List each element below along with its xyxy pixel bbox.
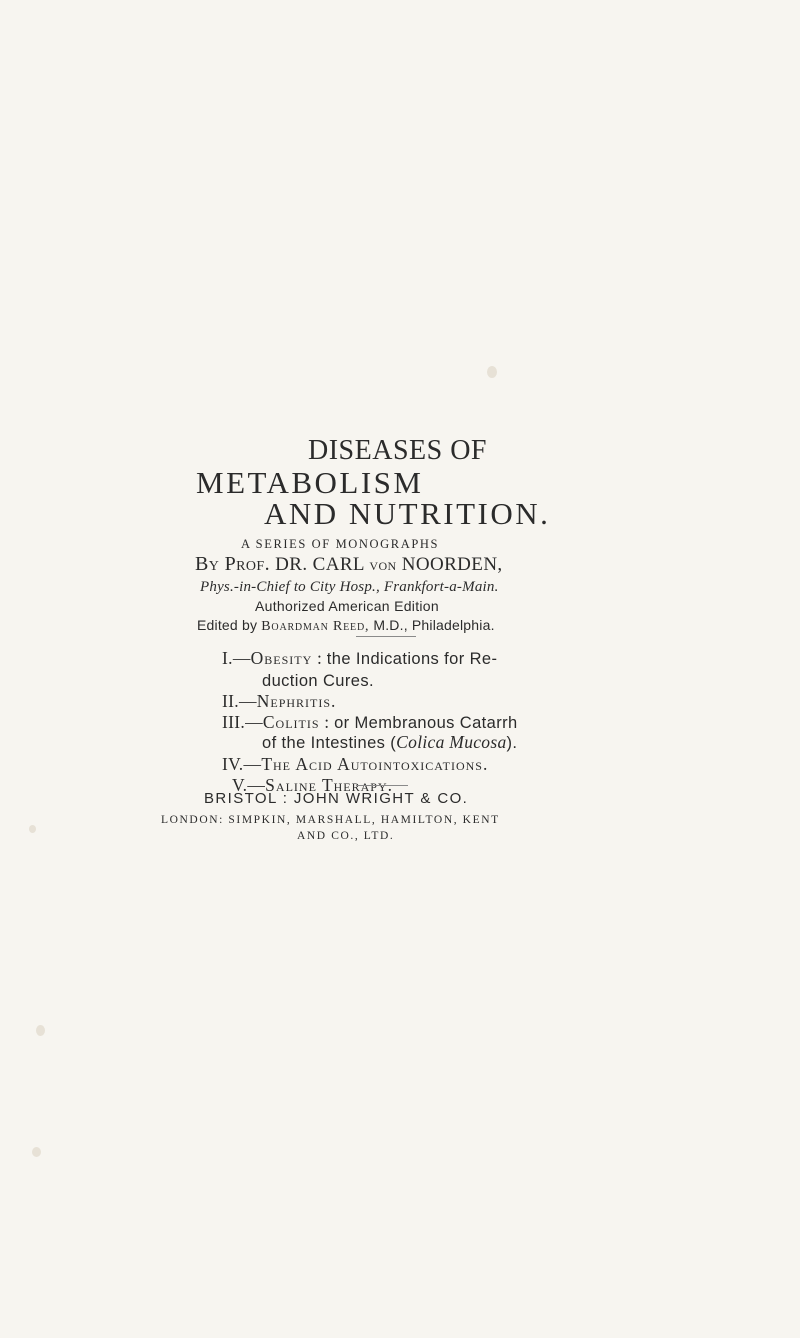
volume-number: II.: [222, 691, 239, 711]
title-line-1: DISEASES OF: [308, 435, 487, 466]
volume-number: V.: [232, 775, 248, 795]
volume-description: duction Cures.: [262, 672, 374, 690]
volume-separator: :: [319, 712, 335, 732]
paper-stain: [32, 1147, 41, 1157]
volume-item: IV.—The Acid Autointoxications.: [222, 754, 489, 774]
volume-item: V.—Saline Therapy.: [232, 775, 394, 795]
volume-item-continued: [262, 670, 374, 691]
divider-rule: [356, 636, 416, 637]
title-line-3: AND NUTRITION.: [264, 496, 551, 531]
volume-item: II.—Nephritis.: [222, 691, 337, 711]
volume-title: Obesity: [250, 648, 313, 668]
paper-stain: [29, 825, 36, 833]
editor-line: [197, 617, 495, 635]
paper-stain: [487, 366, 497, 378]
volume-number: III.: [222, 712, 246, 732]
author-name-last: NOORDEN,: [401, 554, 503, 575]
publisher-line-3: AND CO., LTD.: [297, 830, 395, 842]
volume-item-continued: [262, 732, 517, 753]
volume-number: I.: [222, 648, 233, 668]
editor-suffix: M.D., Philadelphia.: [373, 617, 495, 633]
volume-description: the Indications for Re-: [326, 650, 498, 668]
volume-number: IV.: [222, 754, 244, 774]
volume-item: III.—Colitis : or Membranous Catarrh: [222, 712, 518, 732]
publisher-line-1: BRISTOL : JOHN WRIGHT & CO.: [204, 790, 469, 807]
divider-rule: [356, 785, 408, 786]
paper-stain: [36, 1025, 45, 1036]
editor-prefix: Edited by: [197, 617, 258, 633]
title-line-2: METABOLISM: [196, 465, 424, 500]
volume-description-end: ).: [506, 734, 518, 752]
series-heading: A SERIES OF MONOGRAPHS: [241, 537, 440, 551]
author-byline: [195, 553, 503, 576]
volume-title: Colitis: [262, 712, 320, 732]
author-particle: von: [369, 555, 397, 574]
author-position: Phys.-in-Chief to City Hosp., Frankfort-a-Main.: [200, 579, 499, 595]
publisher-line-2: LONDON: SIMPKIN, MARSHALL, HAMILTON, KENT: [161, 814, 500, 826]
volume-item: I.—Obesity : the Indications for Re-: [222, 648, 498, 668]
editor-name: Boardman Reed,: [261, 619, 370, 634]
volume-title: Saline Therapy.: [265, 775, 394, 795]
byline-prefix: By Prof.: [195, 553, 271, 575]
volume-title: The Acid Autointoxications.: [261, 754, 489, 774]
author-name-first: DR. CARL: [275, 554, 365, 575]
volume-description-italic: Colica Mucosa: [396, 732, 507, 752]
volume-description: or Membranous Catarrh: [334, 714, 518, 732]
volume-description: of the Intestines (: [262, 734, 397, 752]
volume-title: Nephritis.: [256, 691, 337, 711]
volume-separator: :: [312, 648, 327, 668]
authorized-edition: Authorized American Edition: [255, 598, 439, 614]
